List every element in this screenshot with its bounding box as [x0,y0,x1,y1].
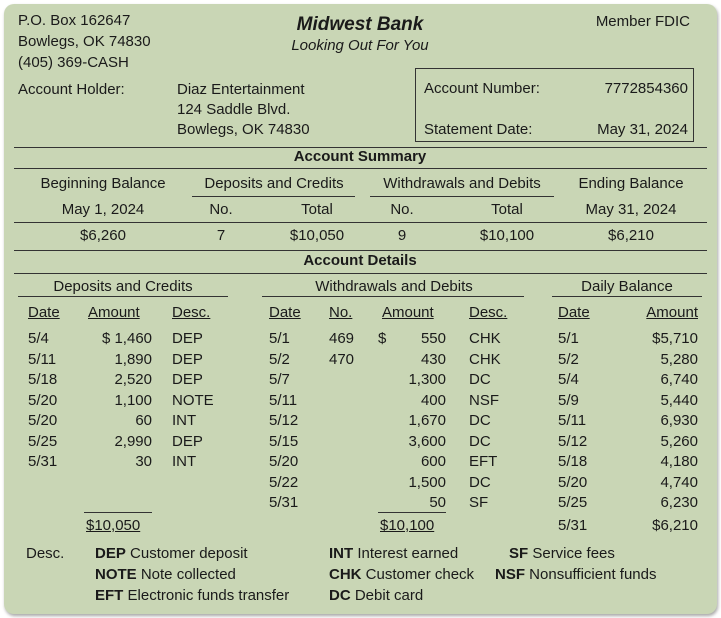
daily-amount: 4,740 [660,473,698,491]
withdrawal-amount: 550 [420,330,446,347]
deposit-amount: 30 [135,453,152,470]
daily-amount: 5,280 [660,350,698,368]
deposit-desc: INT [172,453,197,470]
withdrawal-desc: NSF [469,391,499,409]
withdrawal-desc: DC [469,432,491,450]
withdrawal-desc: CHK [469,330,501,347]
withdrawal-desc: DC [469,473,491,491]
daily-amount: 6,930 [660,412,698,429]
daily-amount: 6,230 [660,494,698,511]
deposit-date: 5/31 [28,453,58,470]
holder-city: Bowlegs, OK 74830 [177,121,310,138]
deposit-amount: 1,890 [114,350,152,368]
deposits-credits-title: Deposits and Credits [53,278,193,295]
bank-phone: (405) 369-CASH [18,54,129,71]
divider [14,222,707,223]
deposit-date: 5/20 [28,412,58,429]
deposit-desc: DEP [172,350,203,368]
deposit-date: 5/4 [28,330,49,347]
deposit-amount: 2,520 [114,371,152,388]
withdrawal-currency: $ [378,330,387,347]
statement-date-label: Statement Date: [424,121,533,138]
bank-address-line-2: Bowlegs, OK 74830 [18,33,151,50]
withdrawals-debits-title: Withdrawals and Debits [315,278,473,295]
summary-beginning-balance: $6,260 [80,227,126,244]
account-number: 7772854360 [604,80,688,97]
underline [18,296,228,297]
withdrawal-date: 5/31 [269,494,299,511]
total-rule [84,512,152,513]
wd-col-desc: Desc. [469,304,508,321]
deposit-desc: DEP [172,330,203,347]
fdic-notice: Member FDIC [595,13,690,30]
withdrawal-amount: 430 [420,350,446,368]
summary-ending-balance-header: Ending Balance [578,175,684,192]
underline [552,296,702,297]
daily-date: 5/20 [558,473,588,491]
underline [192,196,355,197]
bank-slogan: Looking Out For You [291,37,429,54]
summary-deposits-no-label: No. [209,201,233,218]
deposit-desc: DEP [172,432,203,450]
daily-date: 5/9 [558,391,579,409]
daily-date: 5/11 [558,412,587,429]
statement-date: May 31, 2024 [597,121,688,138]
daily-date: 5/12 [558,432,588,450]
withdrawal-date: 5/1 [269,330,290,347]
daily-date: 5/25 [558,494,588,511]
withdrawal-date: 5/22 [269,473,299,491]
account-number-label: Account Number: [424,80,540,97]
withdrawal-amount: 600 [420,453,446,470]
wd-col-date: Date [269,304,301,321]
daily-date: 5/1 [558,330,579,347]
daily-amount: 4,180 [660,453,698,470]
legend-item-eft: EFT Electronic funds transfer [95,587,290,604]
withdrawal-date: 5/7 [269,371,290,388]
underline [370,196,554,197]
legend-item-nsf: NSF Nonsufficient funds [495,566,657,583]
summary-deposits-total: $10,050 [289,227,345,244]
summary-deposits-header: Deposits and Credits [204,175,344,192]
wd-col-no: No. [329,304,353,321]
daily-date: 5/2 [558,350,579,368]
withdrawal-desc: DC [469,412,491,429]
deposit-desc: INT [172,412,197,429]
daily-amount: $6,210 [652,517,698,534]
summary-withdrawals-count: 9 [397,227,407,244]
withdrawal-desc: SF [469,494,489,511]
deposit-amount: 2,990 [114,432,152,450]
deposit-amount: $ 1,460 [101,330,152,347]
legend-label: Desc. [26,545,65,562]
deposit-date: 5/25 [28,432,58,450]
deposit-amount: 60 [135,412,152,429]
deposit-desc: NOTE [172,391,214,409]
legend-item-dc: DC Debit card [329,587,424,604]
divider [14,273,707,274]
withdrawal-amount: 1,670 [408,412,446,429]
daily-date: 5/4 [558,371,579,388]
summary-withdrawals-no-label: No. [390,201,414,218]
summary-withdrawals-total-label: Total [491,201,523,218]
account-summary-title: Account Summary [293,148,427,165]
withdrawal-no: 470 [329,350,355,368]
total-rule [378,512,446,513]
bank-statement [4,4,717,614]
withdrawal-amount: 400 [420,391,446,409]
summary-deposits-total-label: Total [301,201,333,218]
withdrawal-amount: 3,600 [408,432,446,450]
legend-item-chk: CHK Customer check [329,566,475,583]
withdrawal-desc: EFT [469,453,498,470]
daily-date: 5/31 [558,517,588,534]
daily-col-amount: Amount [646,304,698,321]
withdrawal-amount: 1,500 [408,473,446,491]
deposit-date: 5/20 [28,391,58,409]
deposit-amount: 1,100 [114,391,152,409]
legend-item-note: NOTE Note collected [95,566,236,583]
legend-item-sf: SF Service fees [509,545,615,562]
withdrawal-date: 5/15 [269,432,299,450]
deposit-date: 5/18 [28,371,58,388]
withdrawal-amount: 1,300 [408,371,446,388]
holder-street: 124 Saddle Blvd. [177,101,291,118]
daily-balance-title: Daily Balance [581,278,673,295]
deposit-date: 5/11 [28,350,57,368]
summary-withdrawals-total: $10,100 [479,227,535,244]
summary-begin-date: May 1, 2024 [61,201,145,218]
daily-amount: 6,740 [660,371,698,388]
account-holder-label: Account Holder: [18,81,125,98]
withdrawal-no: 469 [329,330,355,347]
dep-col-desc: Desc. [172,304,211,321]
daily-amount: $5,710 [652,330,698,347]
withdrawal-amount: 50 [429,494,446,511]
withdrawal-desc: CHK [469,350,501,368]
deposits-total: $10,050 [86,517,141,534]
withdrawal-date: 5/12 [269,412,299,429]
summary-end-date: May 31, 2024 [585,201,677,218]
withdrawal-date: 5/11 [269,391,298,409]
bank-address-line-1: P.O. Box 162647 [18,12,131,29]
withdrawal-desc: DC [469,371,491,388]
holder-name: Diaz Entertainment [177,81,305,98]
summary-ending-balance: $6,210 [608,227,654,244]
legend-item-int: INT Interest earned [329,545,459,562]
summary-withdrawals-header: Withdrawals and Debits [383,175,541,192]
deposit-desc: DEP [172,371,203,388]
legend-item-dep: DEP Customer deposit [95,545,248,562]
daily-amount: 5,260 [660,432,698,450]
dep-col-amount: Amount [88,304,140,321]
account-details-title: Account Details [303,252,417,269]
withdrawals-total: $10,100 [380,517,435,534]
bank-name: Midwest Bank [296,14,424,35]
underline [262,296,524,297]
summary-deposits-count: 7 [216,227,226,244]
dep-col-date: Date [28,304,60,321]
divider [14,250,707,251]
withdrawal-date: 5/20 [269,453,299,470]
daily-col-date: Date [558,304,590,321]
summary-beginning-balance-header: Beginning Balance [40,175,166,192]
daily-amount: 5,440 [660,391,698,409]
wd-col-amount: Amount [382,304,434,321]
withdrawal-date: 5/2 [269,350,290,368]
daily-date: 5/18 [558,453,588,470]
divider [14,168,707,169]
